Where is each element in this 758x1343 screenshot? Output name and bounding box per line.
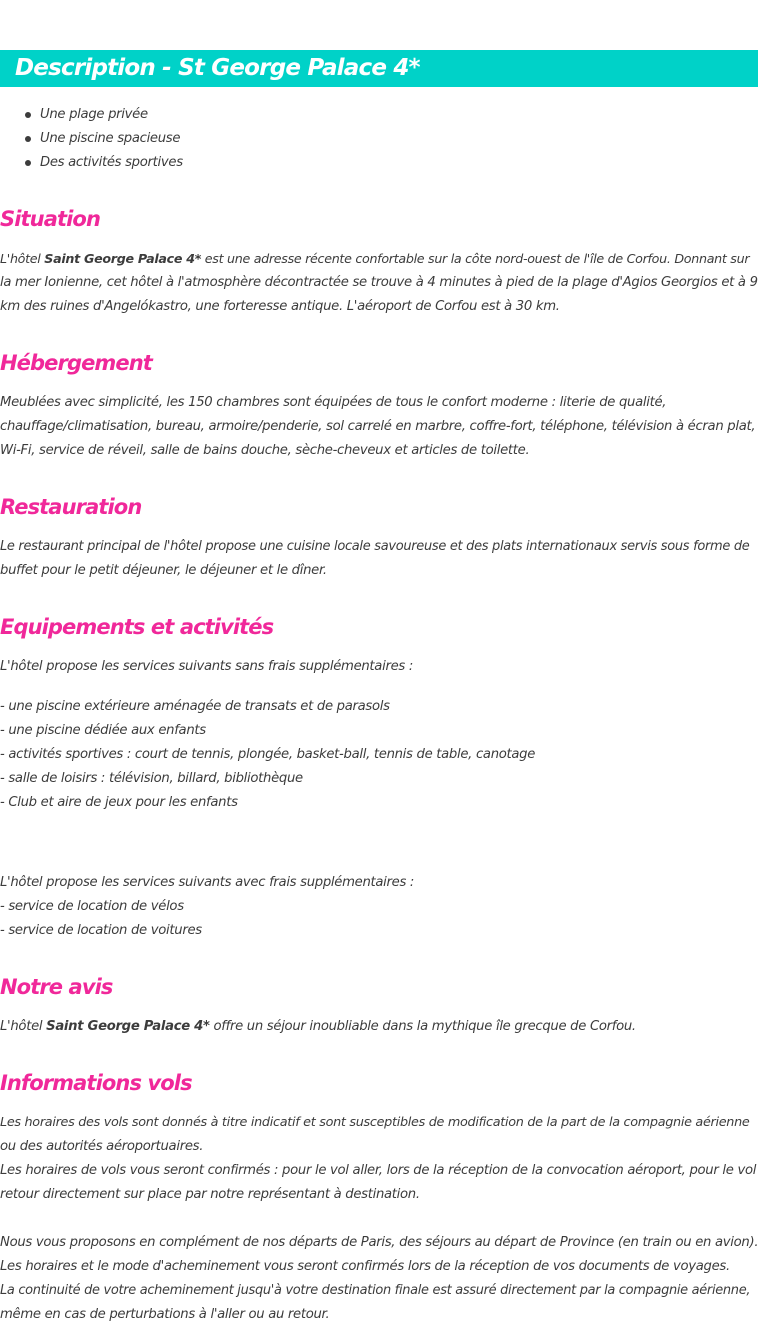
restauration-text: Le restaurant principal de l'hôtel propose une cuisine locale savoureuse et des plats internationaux servis sous forme de buffet pour le petit déjeuner, le déjeuner et le dîner. <box>0 539 750 578</box>
hebergement-text: Meublées avec simplicité, les 150 chambres sont équipées de tous le confort moderne : literie de qualité, chauffage/climatisation, bureau, armoire/penderie, sol carrelé en marbre, coffre-fort, téléphone, télévision à écran plat, Wi-Fi, service de réveil, salle de bains douche, sèche-cheveux et articles de toilette. <box>0 395 756 458</box>
list-item: Une plage privée <box>0 103 758 127</box>
vols-text-2: Nous vous proposons en complément de nos départs de Paris, des séjours au départ de Province (en train ou en avion). Les horaires et le mode d'acheminement vous seront confirmés lors de la réception de vos documents de voyages. La continuité de votre acheminement jusqu'à votre destination finale est assuré directement par la compagnie aérienne, même en cas de perturbations à l'aller ou au retour. <box>0 1235 758 1322</box>
list-item: Une piscine spacieuse <box>0 127 758 151</box>
highlights-list <box>0 103 758 175</box>
avis-text: L'hôtel Saint George Palace 4* offre un séjour inoubliable dans la mythique île grecque de Corfou. <box>0 1019 636 1034</box>
equipements-free-intro: L'hôtel propose les services suivants sans frais supplémentaires : <box>0 659 413 674</box>
equipements-free-list <box>0 695 758 815</box>
list-item: - service de location de voitures <box>0 923 202 938</box>
section-heading-hebergement: Hébergement <box>0 351 152 375</box>
list-item: - activités sportives : court de tennis, plongée, basket-ball, tennis de table, canotage <box>0 747 536 762</box>
bullet-icon <box>25 160 31 166</box>
section-heading-avis: Notre avis <box>0 975 113 999</box>
section-heading-restauration: Restauration <box>0 495 142 519</box>
vols-text-1: Les horaires des vols sont donnés à titre indicatif et sont susceptibles de modification de la part de la compagnie aérienne ou des autorités aéroportuaires. Les horaires de vols vous seront confirmés : pour le vol aller, lors de la réception de la convocation aéroport, pour le vol retour directement sur place par notre représentant à destination. <box>0 1115 757 1202</box>
list-item: - une piscine extérieure aménagée de transats et de parasols <box>0 699 390 714</box>
hotel-name: Saint George Palace 4* <box>46 1019 210 1034</box>
section-heading-vols: Informations vols <box>0 1071 192 1095</box>
list-item: - service de location de vélos <box>0 899 184 914</box>
hotel-name: Saint George Palace 4* <box>44 251 202 266</box>
description-banner: Description - St George Palace 4* <box>0 50 758 87</box>
situation-text: L'hôtel Saint George Palace 4* est une adresse récente confortable sur la côte nord-ouest de l'île de Corfou. Donnant sur la mer Ionienne, cet hôtel à l'atmosphère décontractée se trouve à 4 minutes à pied de la plage d'Agios Georgios et à 9 km des ruines d'Angelókastro, une forteresse antique. L'aéroport de Corfou est à 30 km. <box>0 251 758 314</box>
list-item: - une piscine dédiée aux enfants <box>0 723 206 738</box>
section-heading-situation: Situation <box>0 207 100 231</box>
section-heading-equipements: Equipements et activités <box>0 615 274 639</box>
equipements-paid-list: L'hôtel propose les services suivants avec frais supplémentaires : - service de location de vélos - service de location de voitures <box>0 871 758 943</box>
bullet-icon <box>25 136 31 142</box>
list-item: Des activités sportives <box>0 151 758 175</box>
bullet-icon <box>25 112 31 118</box>
list-item: - salle de loisirs : télévision, billard, bibliothèque <box>0 771 303 786</box>
list-item: - Club et aire de jeux pour les enfants <box>0 795 238 810</box>
